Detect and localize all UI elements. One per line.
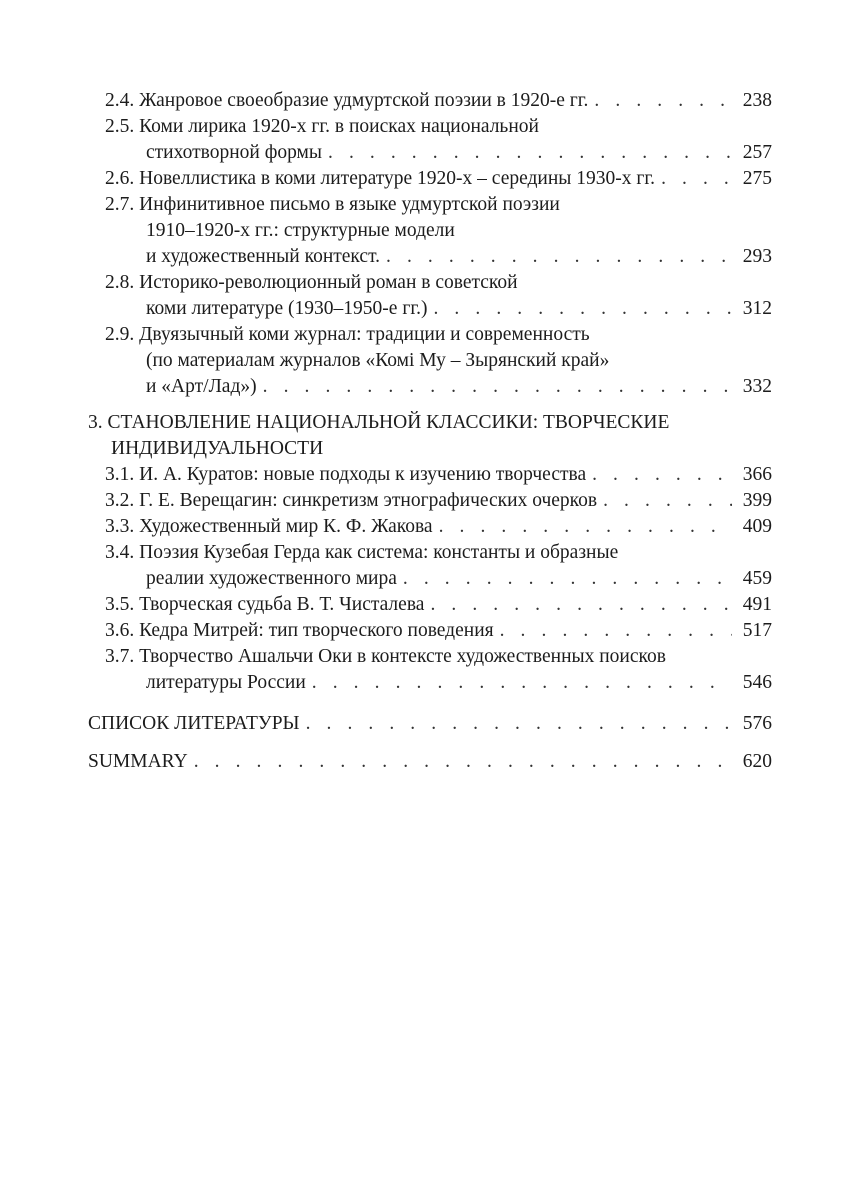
- toc-entry-title-cont: и «Арт/Лад»): [146, 376, 257, 397]
- toc-page-number: 546: [742, 672, 772, 693]
- toc-entry-title: СПИСОК ЛИТЕРАТУРЫ: [88, 713, 300, 734]
- toc-entry-3-4-line1: [88, 540, 772, 566]
- toc-entry-title-cont: и художественный контекст.: [146, 246, 381, 267]
- toc-entry-3-7: [88, 670, 772, 696]
- toc-entry-bibliography: [88, 711, 772, 737]
- toc-page-number: 293: [742, 246, 772, 267]
- toc-page-number: 409: [742, 516, 772, 537]
- toc-page-number: 257: [742, 142, 772, 163]
- toc-entry-title-cont: литературы России: [146, 672, 306, 693]
- toc-entry-2-7: [88, 244, 772, 270]
- toc-page-number: 332: [742, 376, 772, 397]
- toc-page-number: 366: [742, 464, 772, 485]
- toc-entry-2-9-line2: [88, 348, 772, 374]
- toc-entry-3-7-line1: [88, 644, 772, 670]
- toc-page-number: 238: [742, 90, 772, 111]
- toc-entry-title-cont: 1910–1920-х гг.: структурные модели: [146, 220, 455, 241]
- spacer: [88, 400, 772, 410]
- toc-entry-2-5-line1: [88, 114, 772, 140]
- leader-dots: [603, 488, 732, 514]
- leader-dots: [263, 374, 732, 400]
- toc-entry-title: 3.6. Кедра Митрей: тип творческого поведения: [105, 620, 494, 641]
- toc-page-number: 491: [742, 594, 772, 615]
- leader-dots: [328, 140, 732, 166]
- toc-page-number: 399: [742, 490, 772, 511]
- table-of-contents: [88, 88, 772, 775]
- toc-entry-2-5: [88, 140, 772, 166]
- toc-entry-title-cont: (по материалам журналов «Комі Му – Зырянский край»: [146, 350, 610, 371]
- toc-entry-3-4: [88, 566, 772, 592]
- toc-page-number: 275: [742, 168, 772, 189]
- toc-entry-2-7-line2: [88, 218, 772, 244]
- toc-entry-title-cont: стихотворной формы: [146, 142, 322, 163]
- toc-entry-title: 2.9. Двуязычный коми журнал: традиции и современность: [105, 324, 590, 345]
- leader-dots: [386, 244, 732, 270]
- toc-entry-title: 3.7. Творчество Ашальчи Оки в контексте художественных поисков: [105, 646, 666, 667]
- toc-entry-2-7-line1: [88, 192, 772, 218]
- leader-dots: [430, 592, 732, 618]
- toc-entry-summary: [88, 749, 772, 775]
- toc-entry-3-6: [88, 618, 772, 644]
- toc-entry-title-cont: реалии художественного мира: [146, 568, 397, 589]
- toc-page-number: 459: [742, 568, 772, 589]
- toc-entry-2-9-line1: [88, 322, 772, 348]
- toc-entry-3-1: [88, 462, 772, 488]
- spacer: [88, 696, 772, 711]
- toc-entry-2-4: [88, 88, 772, 114]
- leader-dots: [433, 296, 732, 322]
- toc-page-number: 576: [742, 713, 772, 734]
- toc-entry-2-6: [88, 166, 772, 192]
- toc-entry-2-8: [88, 296, 772, 322]
- toc-entry-title: 3.1. И. А. Куратов: новые подходы к изучению творчества: [105, 464, 587, 485]
- toc-page-number: 620: [742, 751, 772, 772]
- toc-entry-title: 2.7. Инфинитивное письмо в языке удмуртской поэзии: [105, 194, 560, 215]
- leader-dots: [403, 566, 732, 592]
- toc-entry-title: SUMMARY: [88, 751, 188, 772]
- toc-entry-3-3: [88, 514, 772, 540]
- section-heading-3: [88, 410, 772, 462]
- toc-entry-title: 3.3. Художественный мир К. Ф. Жакова: [105, 516, 433, 537]
- toc-entry-title-cont: коми литературе (1930–1950-е гг.): [146, 298, 428, 319]
- leader-dots: [500, 618, 732, 644]
- leader-dots: [592, 462, 732, 488]
- toc-page-number: 312: [742, 298, 772, 319]
- toc-entry-title: 2.6. Новеллистика в коми литературе 1920-х – середины 1930-х гг.: [105, 168, 656, 189]
- spacer: [88, 737, 772, 749]
- leader-dots: [312, 670, 732, 696]
- toc-entry-3-5: [88, 592, 772, 618]
- leader-dots: [306, 711, 732, 737]
- toc-entry-3-2: [88, 488, 772, 514]
- toc-entry-title: 2.4. Жанровое своеобразие удмуртской поэзии в 1920-е гг.: [105, 90, 589, 111]
- section-title-line2: ИНДИВИДУАЛЬНОСТИ: [111, 438, 324, 459]
- toc-entry-2-8-line1: [88, 270, 772, 296]
- toc-entry-title: 3.5. Творческая судьба В. Т. Чисталева: [105, 594, 425, 615]
- toc-entry-2-9: [88, 374, 772, 400]
- section-title-line1: 3. СТАНОВЛЕНИЕ НАЦИОНАЛЬНОЙ КЛАССИКИ: ТВОРЧЕСКИЕ: [88, 412, 670, 433]
- toc-entry-title: 3.2. Г. Е. Верещагин: синкретизм этнографических очерков: [105, 490, 598, 511]
- toc-entry-title: 3.4. Поэзия Кузебая Герда как система: константы и образные: [105, 542, 619, 563]
- leader-dots: [661, 166, 732, 192]
- leader-dots: [194, 749, 732, 775]
- toc-entry-title: 2.5. Коми лирика 1920-х гг. в поисках национальной: [105, 116, 539, 137]
- leader-dots: [439, 514, 732, 540]
- toc-page-number: 517: [742, 620, 772, 641]
- leader-dots: [594, 88, 732, 114]
- toc-entry-title: 2.8. Историко-революционный роман в советской: [105, 272, 518, 293]
